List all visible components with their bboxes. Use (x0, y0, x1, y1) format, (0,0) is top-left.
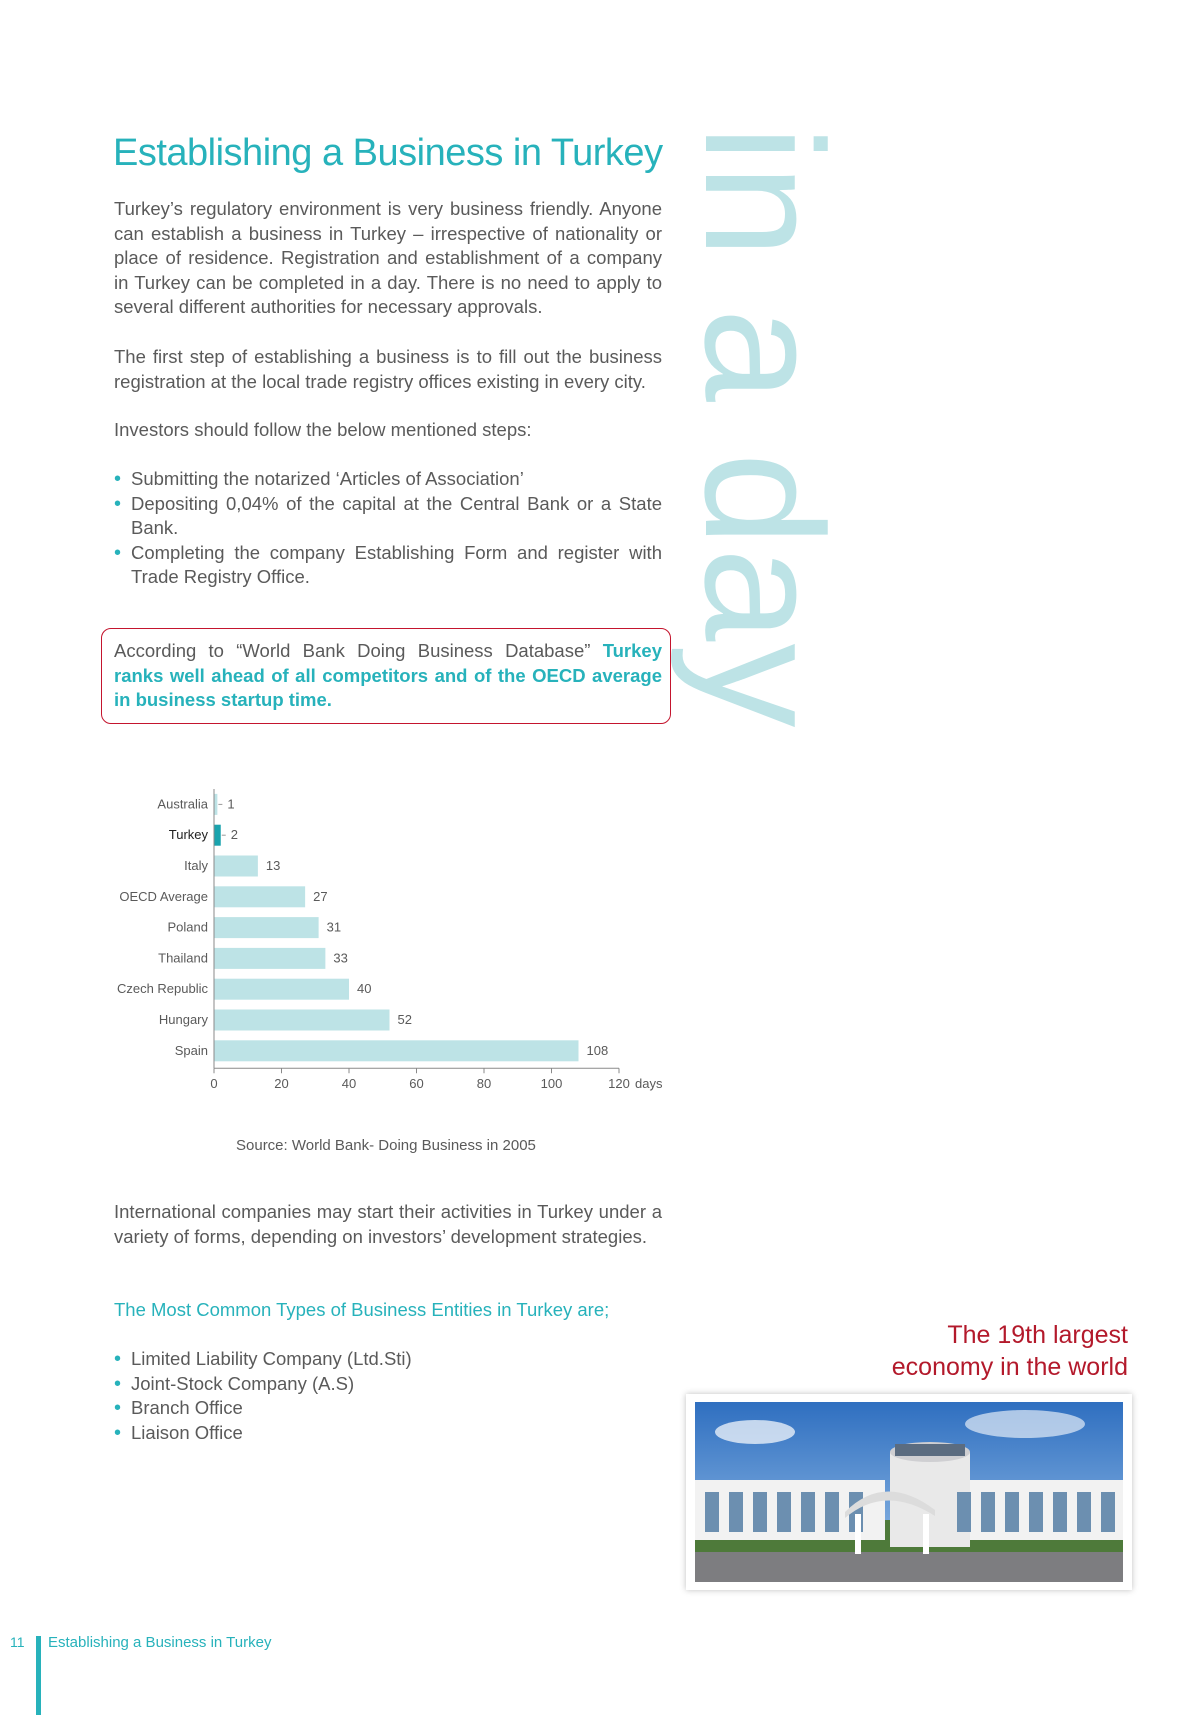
caption-line-2: economy in the world (891, 1353, 1128, 1381)
bar (214, 886, 305, 907)
value-label: 52 (397, 1012, 412, 1027)
bullet-icon: • (114, 468, 122, 490)
category-label: Poland (167, 919, 208, 935)
list-item: • Limited Liability Company (Ltd.Sti) (114, 1348, 412, 1370)
page-number: 11 (10, 1634, 25, 1650)
category-label: Italy (184, 858, 208, 873)
intro-paragraph-2: The first step of establishing a business is to fill out the business registration at the local trade registry offices existing in every city. (114, 346, 662, 392)
callout-highlight: Turkey ranks well ahead of all competitors and of the OECD average in business startup time. (114, 640, 662, 710)
x-tick-label: 0 (210, 1076, 218, 1092)
bullet-icon: • (114, 1372, 122, 1395)
x-tick-label: 120 (608, 1076, 630, 1092)
value-label: 13 (265, 858, 281, 873)
category-label: Spain (174, 1042, 208, 1058)
list-item: • Depositing 0,04% of the capital at the Central Bank or a State Bank. (114, 492, 662, 538)
list-item: • Liaison Office (114, 1421, 243, 1444)
chart-source: Source: World Bank- Doing Business in 2005 (236, 1137, 536, 1154)
bar (214, 856, 258, 877)
page-title: Establishing a Business in Turkey (113, 132, 663, 174)
x-tick-label: 40 (341, 1076, 357, 1092)
vertical-slogan-text: in a day (670, 125, 858, 730)
list-item: • Branch Office (114, 1397, 243, 1419)
value-label: 108 (586, 1042, 609, 1058)
x-tick-label: 100 (540, 1076, 563, 1092)
category-label: Turkey (168, 827, 208, 843)
footer-accent-bar (36, 1636, 41, 1715)
bar (214, 979, 349, 1000)
forms-paragraph: International companies may start their activities in Turkey under a variety of forms, depending on investors’ development strategies. (114, 1201, 662, 1247)
bullet-icon: • (114, 1421, 122, 1444)
startup-time-chart (100, 775, 680, 1105)
intro-paragraph-1: Turkey’s regulatory environment is very business friendly. Anyone can establish a business in Turkey – irrespective of nationality or place of residence. Registration and establishment of a company in Turkey can be completed in a day. There is no need to apply to several different authorities for necessary approvals. (114, 198, 662, 317)
category-label: Hungary (158, 1012, 208, 1027)
callout-text: According to “World Bank Doing Business Database” Turkey ranks well ahead of all competitors and of the OECD average in business startup time. (114, 640, 662, 710)
category-label: Czech Republic (116, 981, 208, 997)
bar (214, 917, 319, 938)
caption-line-1: The 19th largest (947, 1321, 1128, 1349)
bullet-icon: • (114, 541, 122, 564)
callout-box (101, 628, 671, 724)
building-photo (686, 1394, 1132, 1590)
list-item: • Submitting the notarized ‘Articles of Association’ (114, 468, 524, 490)
bar (214, 1040, 579, 1061)
entities-list (114, 1347, 662, 1445)
value-label: 33 (333, 950, 348, 966)
bar (214, 794, 217, 815)
x-tick-label: 60 (409, 1076, 424, 1092)
bar (214, 948, 325, 969)
list-item: • Completing the company Establishing Form and register with Trade Registry Office. (114, 541, 662, 587)
value-label: 40 (357, 981, 372, 997)
bullet-icon: • (114, 1397, 122, 1419)
bullet-icon: • (114, 492, 122, 515)
x-unit-label: days (635, 1076, 663, 1092)
bar (214, 825, 221, 846)
category-label: Australia (157, 796, 208, 812)
x-tick-label: 80 (476, 1076, 492, 1092)
category-label: Thailand (158, 950, 208, 966)
entities-heading: The Most Common Types of Business Entities in Turkey are; (114, 1299, 610, 1320)
steps-list (114, 467, 662, 590)
photo-caption (828, 1319, 1128, 1383)
building-illustration (695, 1402, 1123, 1582)
intro-paragraph-3: Investors should follow the below mentioned steps: (114, 419, 532, 440)
category-label: OECD Average (119, 888, 208, 904)
vertical-slogan (670, 125, 870, 730)
value-label: 1 (227, 796, 235, 812)
value-label: 2 (230, 827, 238, 843)
list-item: • Joint-Stock Company (A.S) (114, 1372, 355, 1395)
x-tick-label: 20 (274, 1076, 289, 1092)
footer-section-title: Establishing a Business in Turkey (48, 1634, 272, 1651)
value-label: 31 (326, 919, 342, 935)
bar (214, 1010, 390, 1031)
bullet-icon: • (114, 1348, 122, 1370)
value-label: 27 (313, 888, 328, 904)
